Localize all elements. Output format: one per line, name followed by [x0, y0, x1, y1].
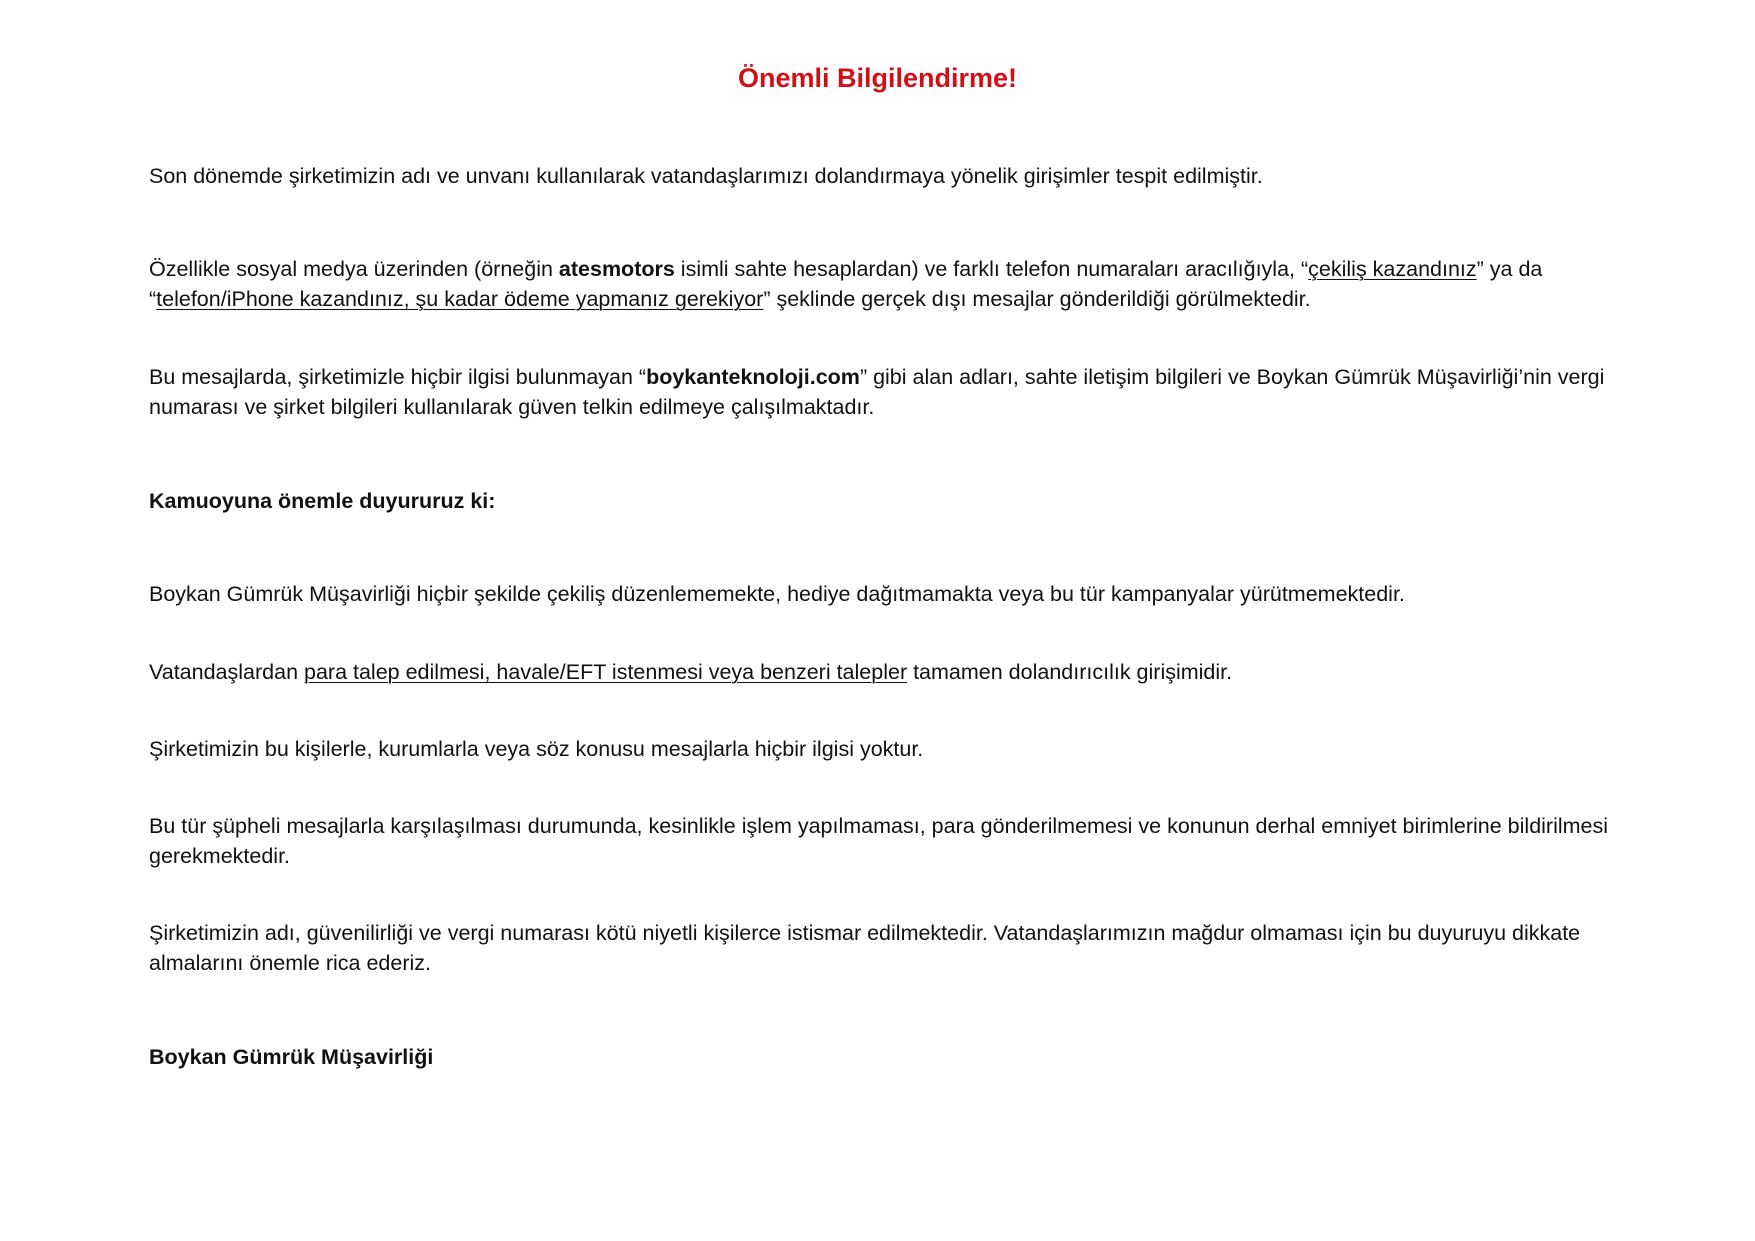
fake-domain: boykanteknoloji.com [646, 365, 860, 389]
text-segment: ” şeklinde gerçek dışı mesajlar gönderildiği görülmektedir. [763, 287, 1311, 311]
no-lottery-paragraph: Boykan Gümrük Müşavirliği hiçbir şekilde çekiliş düzenlememekte, hediye dağıtmamakta veya bu tür kampanyalar yürütmemektedir. [149, 582, 1405, 606]
text-segment: Bu mesajlarda, şirketimizle hiçbir ilgisi bulunmayan “ [149, 365, 647, 389]
announcement-heading: Kamuoyuna önemle duyururuz ki: [149, 489, 496, 513]
text-segment: ” gibi alan adları, sahte iletişim bilgileri ve Boykan Gümrük Müşavirliği’nin vergi numarası ve şirket bilgileri kullanılarak güven telkin edilmeye çalışılmaktadır. [149, 365, 1605, 419]
no-relation-paragraph: Şirketimizin bu kişilerle, kurumlarla veya söz konusu mesajlarla hiçbir ilgisi yoktur. [149, 737, 924, 761]
intro-paragraph: Son dönemde şirketimizin adı ve unvanı kullanılarak vatandaşlarımızı dolandırmaya yönelik girişimler tespit edilmiştir. [149, 164, 1263, 188]
fake-domain-paragraph [149, 362, 1629, 422]
fraud-requests-text: para talep edilmesi, havale/EFT istenmesi veya benzeri talepler [304, 660, 908, 684]
closing-paragraph: Şirketimizin adı, güvenilirliği ve vergi numarası kötü niyetli kişilerce istismar edilmektedir. Vatandaşlarımızın mağdur olmaması için bu duyuruyu dikkate almalarını önemle rica ederiz. [149, 921, 1581, 975]
fraud-requests-paragraph [149, 657, 1629, 687]
text-segment: Özellikle sosyal medya üzerinden (örneğin [149, 257, 559, 281]
fake-account-name: atesmotors [558, 257, 675, 281]
text-segment: tamamen dolandırıcılık girişimidir. [907, 660, 1233, 684]
page-title: Önemli Bilgilendirme! [737, 63, 1018, 93]
signature: Boykan Gümrük Müşavirliği [149, 1045, 434, 1069]
report-paragraph: Bu tür şüpheli mesajlarla karşılaşılması durumunda, kesinlikle işlem yapılmaması, para gönderilmemesi ve konunun derhal emniyet birimlerine bildirilmesi gerekmektedir. [149, 814, 1609, 868]
social-media-paragraph [149, 254, 1629, 314]
quoted-message-1: çekiliş kazandınız [1308, 257, 1477, 281]
text-segment: ” ya da “ [149, 257, 1543, 311]
text-segment: Vatandaşlardan [149, 660, 304, 684]
quoted-message-2: telefon/iPhone kazandınız, şu kadar ödeme yapmanız gerekiyor [156, 287, 764, 311]
text-segment: isimli sahte hesaplardan) ve farklı telefon numaraları aracılığıyla, “ [674, 257, 1309, 281]
